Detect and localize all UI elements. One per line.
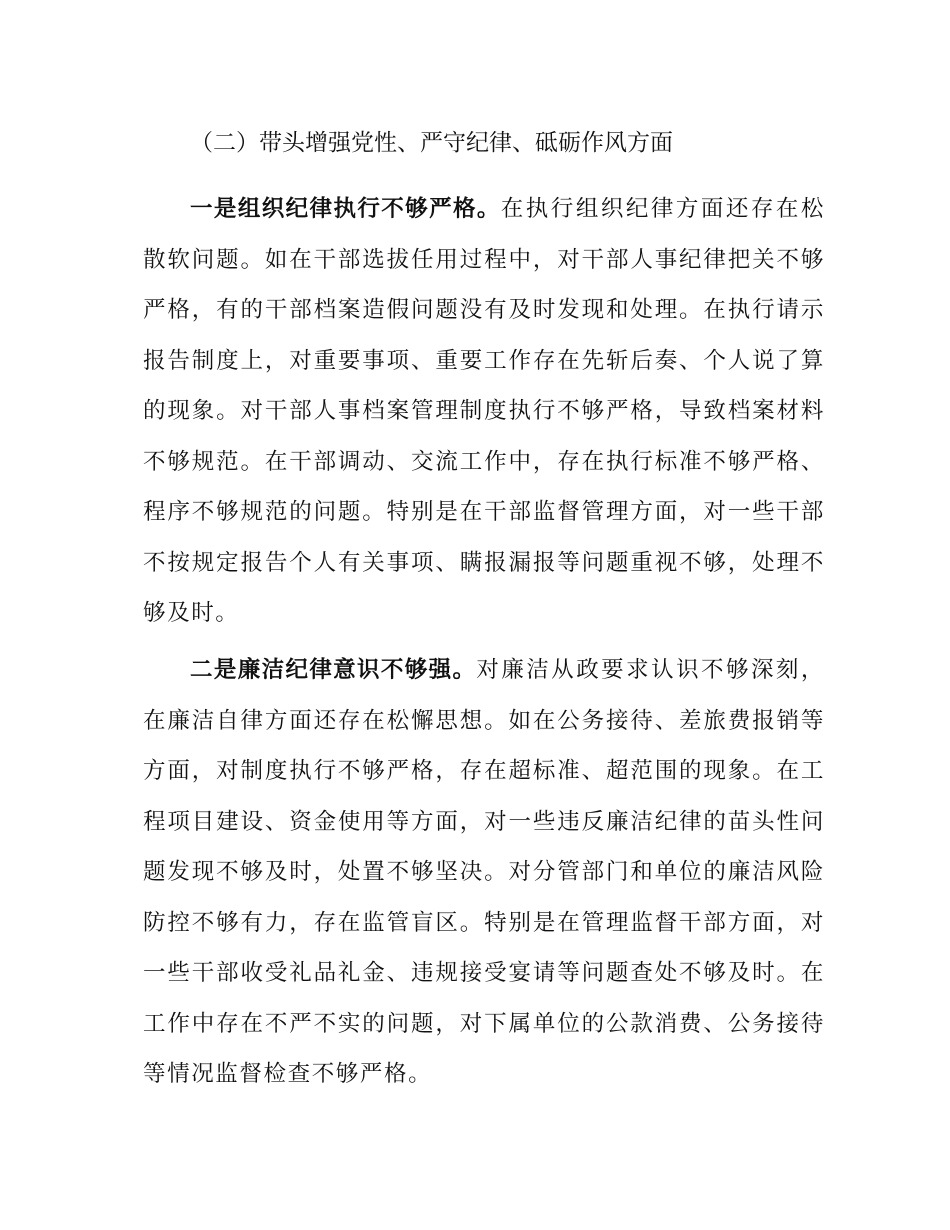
paragraph-body: 在执行组织纪律方面还存在松散软问题。如在干部选拔任用过程中，对干部人事纪律把关不够严格，有的干部档案造假问题没有及时发现和处理。在执行请示报告制度上，对重要事项、重要工作存在先斩后奏、个人说了算的现象。对干部人事档案管理制度执行不够严格，导致档案材料不够规范。在干部调动、交流工作中，存在执行标准不够严格、程序不够规范的问题。特别是在干部监督管理方面，对一些干部不按规定报告个人有关事项、瞒报漏报等问题重视不够，处理不够及时。 <box>143 196 825 626</box>
paragraph-integrity-discipline <box>143 645 825 1100</box>
paragraph-lead: 一是组织纪律执行不够严格。 <box>190 196 501 222</box>
paragraph-organizational-discipline <box>143 184 825 639</box>
paragraph-body: 对廉洁从政要求认识不够深刻，在廉洁自律方面还存在松懈思想。如在公务接待、差旅费报销等方面，对制度执行不够严格，存在超标准、超范围的现象。在工程项目建设、资金使用等方面，对一些违反廉洁纪律的苗头性问题发现不够及时，处置不够坚决。对分管部门和单位的廉洁风险防控不够有力，存在监管盲区。特别是在管理监督干部方面，对一些干部收受礼品礼金、违规接受宴请等问题查处不够及时。在工作中存在不严不实的问题，对下属单位的公款消费、公务接待等情况监督检查不够严格。 <box>143 657 825 1087</box>
paragraph-lead: 二是廉洁纪律意识不够强。 <box>190 657 477 683</box>
section-heading: （二）带头增强党性、严守纪律、砥砺作风方面 <box>190 130 673 156</box>
